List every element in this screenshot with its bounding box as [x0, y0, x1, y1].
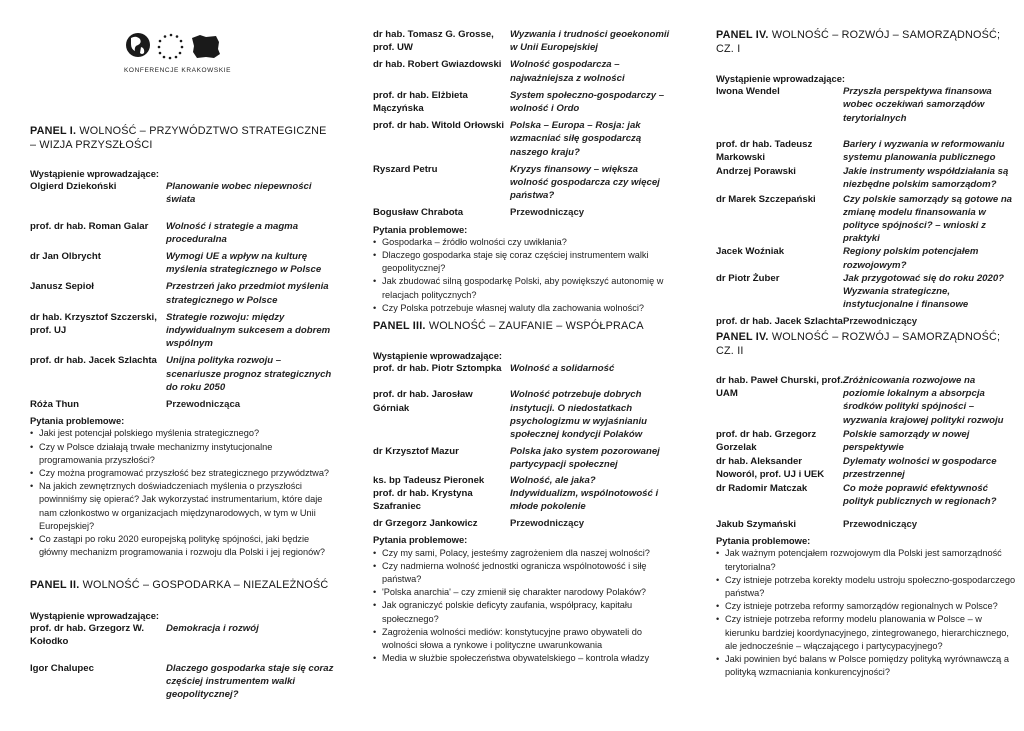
panel-1-questions-label: Pytania problemowe: [30, 415, 125, 427]
question-item: • Co zastąpi po roku 2020 europejską politykę spójności, jaki będzie główny mechanizm programowania i rozwoju dla Polski i jej regionów? [30, 533, 335, 559]
panel-4b-questions-label: Pytania problemowe: [716, 535, 811, 547]
panel-3-questions-label: Pytania problemowe: [373, 534, 468, 546]
speaker-row: Iwona Wendel Przyszła perspektywa finansowa wobec oczekiwań samorządów terytorialnych [716, 86, 992, 124]
question-item: • Czy nadmierna wolność jednostki ogranicza wspólnotowość i siłę państwa? [373, 560, 678, 586]
question-item: • 'Polska anarchia' – czy zmienił się charakter narodowy Polaków? [373, 586, 678, 599]
speaker-row: Olgierd Dziekoński Planowanie wobec niepewności świata [30, 181, 312, 206]
speaker-row: dr Jan Olbrycht Wymogi UE a wpływ na kulturę myślenia strategicznego w Polsce [30, 251, 322, 276]
question-item: • Media w służbie społeczeństwa obywatelskiego – kontrola władzy [373, 652, 678, 665]
speaker-row: Janusz Sepioł Przestrzeń jako przedmiot myślenia strategicznego w Polsce [30, 281, 329, 306]
panel-4-part-1 [716, 28, 1016, 329]
logo-caption: KONFERENCJE KRAKOWSKIE [124, 67, 232, 74]
speaker-row: prof. dr hab. Grzegorz Gorzelak Polskie samorządy w nowej perspektywie [716, 428, 970, 454]
logo-mark-icon [122, 28, 222, 68]
panel-4a-title: PANEL IV. WOLNOŚĆ – ROZWÓJ – SAMORZĄDNOŚĆ; CZ. I [716, 29, 1001, 55]
speaker-row: Ryszard Petru Kryzys finansowy – większa wolność gospodarcza czy więcej państwa? [373, 163, 660, 202]
panel-1-questions [30, 427, 335, 559]
panel-2-questions [373, 236, 678, 315]
speaker-row: prof. dr hab. Jacek Szlachta Unijna polityka rozwoju – scenariusze prognoz strategicznych do roku 2050 [30, 355, 332, 393]
panel-2 [30, 578, 335, 701]
panel-4b-title: PANEL IV. WOLNOŚĆ – ROZWÓJ – SAMORZĄDNOŚĆ; CZ. II [716, 331, 1001, 357]
speaker-row: Jacek Woźniak Regiony polskim potencjałem rozwojowym? [716, 246, 979, 271]
speaker-row: Andrzej Porawski Jakie instrumenty współdziałania są niezbędne polskim samorządom? [716, 166, 1009, 191]
question-item: • Jaki jest potencjał polskiego myślenia strategicznego? [30, 427, 335, 440]
speaker-row: prof. dr hab. Tadeusz Markowski Bariery i wyzwania w reformowaniu systemu planowania publicznego [716, 138, 1005, 164]
speaker-row: prof. dr hab. Krystyna Szafraniec Indywidualizm, wspólnotowość i młode pokolenie [373, 487, 659, 513]
speaker-row: Igor Chalupec Dlaczego gospodarka staje się coraz częściej instrumentem walki geopolitycznej? [30, 662, 334, 701]
question-item: • Czy można programować przyszłość bez strategicznego przywództwa? [30, 467, 335, 480]
speaker-row: prof. dr hab. Roman Galar Wolność i strategie a magma proceduralna [30, 220, 299, 245]
question-item: • Jak ograniczyć polskie deficyty zaufania, współpracy, kapitału społecznego? [373, 599, 678, 625]
question-item: • Zagrożenia wolności mediów: konstytucyjne prawo obywateli do wolności słowa a rynkowe i polityczne uwarunkowania [373, 626, 678, 652]
speaker-row: prof. dr hab. Jarosław Górniak Wolność potrzebuje dobrych instytucji. O niedostatkach psychologizmu w wyjaśnianiu społecznej kondycji Polaków [373, 389, 648, 441]
speaker-row: prof. dr hab. Grzegorz W. Kołodko Demokracja i rozwój [30, 623, 259, 648]
speaker-row: prof. dr hab. Witold Orłowski Polska – Europa – Rosja: jak wzmacniać siłę gospodarczą naszego kraju? [373, 120, 642, 158]
question-item: • Czy istnieje potrzeba reformy modelu planowania w Polsce – w kierunku bardziej koordynacyjnego, zintegrowanego, hierarchicznego, ale jednocześnie – włączającego i partycypacyjnego? [716, 613, 1016, 653]
chair-row: Jakub Szymański Przewodniczący [716, 519, 918, 531]
chair-row: prof. dr hab. Jacek Szlachta Przewodniczący [716, 316, 918, 328]
question-item: • Jak zbudować silną gospodarkę Polski, aby powiększyć autonomię w relacjach politycznych? [373, 275, 678, 301]
question-item: • Czy my sami, Polacy, jesteśmy zagrożeniem dla naszej wolności? [373, 547, 678, 560]
speaker-row: dr Krzysztof Mazur Polska jako system pozorowanej partycypacji społecznej [373, 446, 660, 471]
speaker-row: dr Marek Szczepański Czy polskie samorządy są gotowe na zmianę modelu finansowania w polityce spójności? – wnioski z praktyki [716, 193, 1013, 245]
speaker-row: prof. dr hab. Piotr Sztompka Wolność a solidarność [373, 363, 615, 375]
question-item: • Czy w Polsce działają trwałe mechanizmy instytucjonalne programowania przyszłości? [30, 441, 335, 467]
panel-3-questions [373, 547, 678, 666]
question-item: • Na jakich zewnętrznych doświadczeniach myślenia o przyszłości powinniśmy się opierać? Jak wykorzystać instrumentarium, które daje nam członkostwo w organizacjach międzynarodowych, w tym w Unii Europejskiej? [30, 480, 335, 533]
panel-1-intro-label: Wystąpienie wprowadzające: [30, 168, 160, 179]
speaker-row: prof. dr hab. Elżbieta Mączyńska System społeczno-gospodarczy – wolność i Ordo [373, 89, 665, 115]
question-item: • Czy istnieje potrzeba reformy samorządów regionalnych w Polsce? [716, 600, 1016, 613]
speaker-row: dr hab. Tomasz G. Grosse, prof. UW Wyzwania i trudności geoekonomii w Unii Europejskiej [373, 29, 670, 54]
panel-2-questions-label: Pytania problemowe: [373, 223, 468, 235]
panel-3-title: PANEL III. WOLNOŚĆ – ZAUFANIE – WSPÓŁPRACA [373, 320, 644, 332]
panel-4a-intro-label: Wystąpienie wprowadzające: [716, 73, 846, 84]
speaker-row: dr Radomir Matczak Co może poprawić efektywność polityk publicznych w regionach? [716, 482, 997, 507]
question-item: • Dlaczego gospodarka staje się coraz częściej instrumentem walki geopolitycznej? [373, 249, 678, 275]
panel-2-continued [373, 28, 678, 315]
chair-row: dr Grzegorz Jankowicz Przewodniczący [373, 518, 585, 530]
question-item: • Jaki powinien być balans w Polsce pomiędzy polityką wyrównawczą a polityką wzmacniania konkurencyjności? [716, 653, 1016, 679]
chair-row: Bogusław Chrabota Przewodniczący [373, 207, 585, 219]
chair-row: Róża Thun Przewodnicząca [30, 399, 241, 411]
panel-2-intro-label: Wystąpienie wprowadzające: [30, 610, 160, 621]
speaker-row: dr Piotr Żuber Jak przygotować się do roku 2020? Wyzwania strategiczne, instytucjonalne i finansowe [716, 272, 1005, 311]
column-middle [373, 0, 678, 731]
panel-3-intro-label: Wystąpienie wprowadzające: [373, 350, 503, 361]
question-item: • Czy istnieje potrzeba korekty modelu ustroju społeczno-gospodarczego państwa? [716, 574, 1016, 600]
panel-4b-questions [716, 547, 1016, 679]
speaker-row: ks. bp Tadeusz Pieronek Wolność, ale jaka? [373, 474, 596, 486]
question-item: • Gospodarka – źródło wolności czy uwikłania? [373, 236, 678, 249]
column-right [716, 0, 1016, 731]
panel-4-part-2 [716, 330, 1016, 679]
speaker-row: dr hab. Krzysztof Szczerski, prof. UJ Strategie rozwoju: między indywidualnym sukcesem a dobrem wspólnym [30, 311, 331, 350]
question-item: • Jak ważnym potencjałem rozwojowym dla Polski jest samorządność terytorialna? [716, 547, 1016, 573]
panel-1 [30, 124, 335, 559]
question-item: • Czy Polska potrzebuje własnej waluty dla zachowania wolności? [373, 302, 678, 315]
panel-3 [373, 319, 678, 665]
speaker-row: dr hab. Robert Gwiazdowski Wolność gospodarcza – najważniejsza z wolności [373, 59, 625, 84]
speaker-row: dr hab. Paweł Churski, prof. UAM Zróżnicowania rozwojowe na poziomie lokalnym a absorpcja środków polityki spójności – wyzwania krajowej polityki rozwoju [716, 375, 1004, 426]
panel-2-title: PANEL II. WOLNOŚĆ – GOSPODARKA – NIEZALEŻNOŚĆ [30, 579, 329, 591]
panel-1-title: PANEL I. WOLNOŚĆ – PRZYWÓDZTWO STRATEGICZNE – WIZJA PRZYSZŁOŚCI [30, 125, 327, 151]
speaker-row: dr hab. Aleksander Noworól, prof. UJ i UEK Dylematy wolności w gospodarce przestrzennej [716, 456, 997, 481]
column-left [30, 0, 335, 731]
